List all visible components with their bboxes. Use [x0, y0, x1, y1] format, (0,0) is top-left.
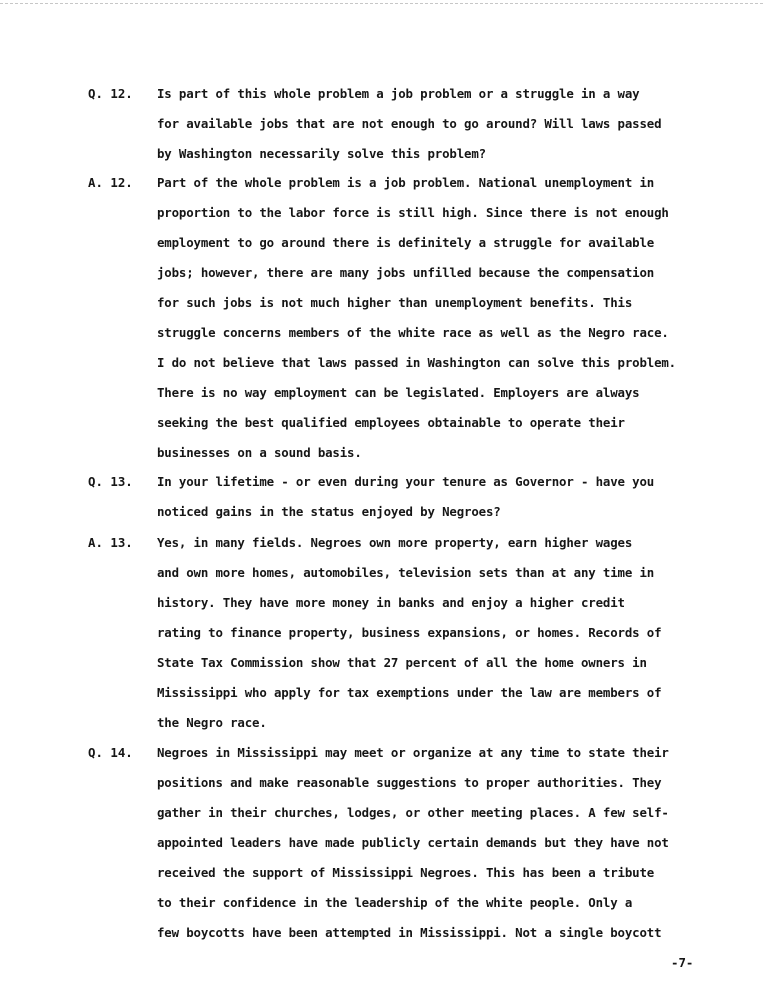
text-line: gather in their churches, lodges, or other meeting places. A few self-: [157, 805, 669, 820]
entry-label: Q. 13.: [88, 474, 133, 489]
scan-edge-line: [0, 3, 763, 10]
page-number: -7-: [671, 955, 694, 970]
text-line: struggle concerns members of the white race as well as the Negro race.: [157, 325, 669, 340]
text-line: In your lifetime - or even during your tenure as Governor - have you: [157, 474, 655, 489]
text-line: I do not believe that laws passed in Washington can solve this problem.: [157, 355, 676, 370]
text-line: There is no way employment can be legislated. Employers are always: [157, 385, 640, 400]
text-line: the Negro race.: [157, 715, 267, 730]
text-line: received the support of Mississippi Negroes. This has been a tribute: [157, 865, 655, 880]
entry-text: [157, 79, 712, 169]
text-line: Yes, in many fields. Negroes own more property, earn higher wages: [157, 535, 633, 550]
text-line: appointed leaders have made publicly certain demands but they have not: [157, 835, 669, 850]
text-line: State Tax Commission show that 27 percent of all the home owners in: [157, 655, 647, 670]
entry-label: A. 12.: [88, 175, 133, 190]
text-line: Part of the whole problem is a job problem. National unemployment in: [157, 175, 655, 190]
entry-text: [157, 738, 712, 948]
text-line: Mississippi who apply for tax exemptions under the law are members of: [157, 685, 662, 700]
entry-text: [157, 467, 712, 527]
text-line: to their confidence in the leadership of the white people. Only a: [157, 895, 633, 910]
entry-text: [157, 528, 712, 738]
text-line: jobs; however, there are many jobs unfilled because the compensation: [157, 265, 655, 280]
text-line: rating to finance property, business expansions, or homes. Records of: [157, 625, 662, 640]
text-line: Is part of this whole problem a job problem or a struggle in a way: [157, 86, 640, 101]
text-line: Negroes in Mississippi may meet or organize at any time to state their: [157, 745, 669, 760]
entry-label: Q. 12.: [88, 86, 133, 101]
text-line: for available jobs that are not enough to go around? Will laws passed: [157, 116, 662, 131]
text-line: history. They have more money in banks and enjoy a higher credit: [157, 595, 625, 610]
text-line: employment to go around there is definitely a struggle for available: [157, 235, 655, 250]
text-line: and own more homes, automobiles, television sets than at any time in: [157, 565, 655, 580]
entry-label: A. 13.: [88, 535, 133, 550]
text-line: positions and make reasonable suggestions to proper authorities. They: [157, 775, 662, 790]
text-line: proportion to the labor force is still high. Since there is not enough: [157, 205, 669, 220]
text-line: few boycotts have been attempted in Mississippi. Not a single boycott: [157, 925, 662, 940]
entry-text: [157, 168, 712, 468]
text-line: seeking the best qualified employees obtainable to operate their: [157, 415, 625, 430]
text-line: noticed gains in the status enjoyed by Negroes?: [157, 504, 501, 519]
entry-label: Q. 14.: [88, 745, 133, 760]
text-line: businesses on a sound basis.: [157, 445, 362, 460]
text-line: for such jobs is not much higher than unemployment benefits. This: [157, 295, 633, 310]
text-line: by Washington necessarily solve this problem?: [157, 146, 486, 161]
